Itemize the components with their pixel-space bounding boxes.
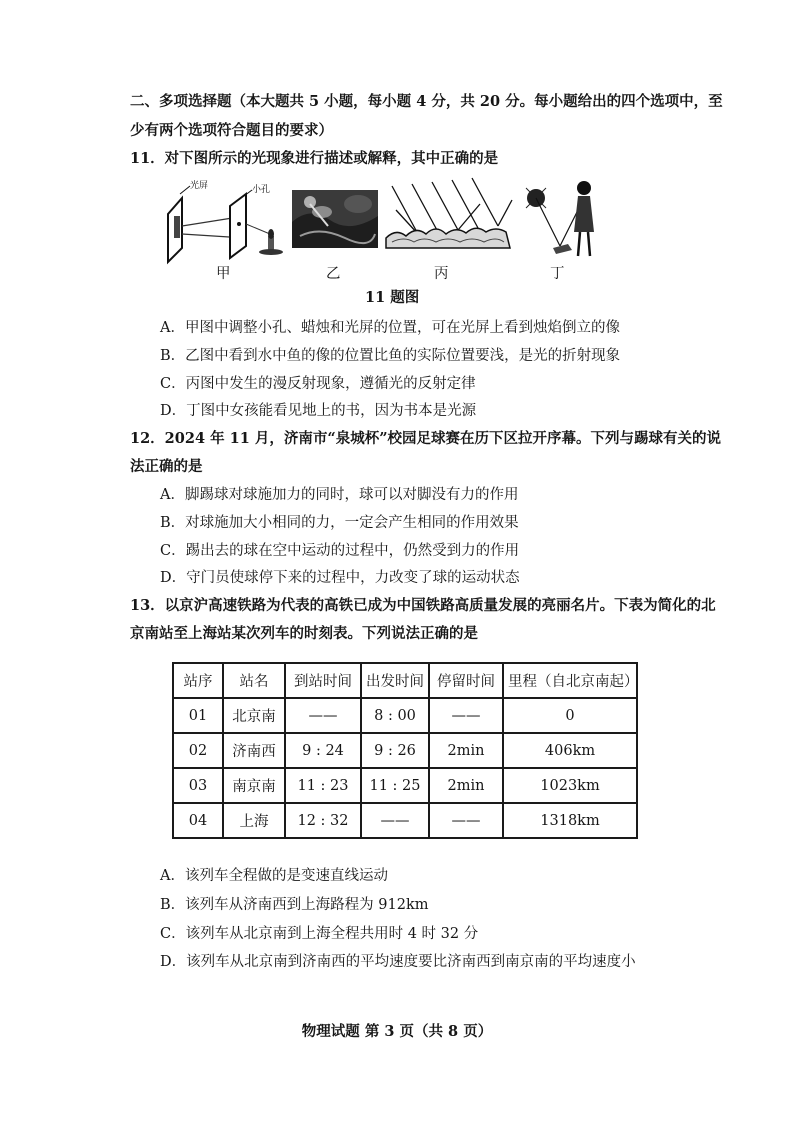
figure-label-yi: 乙 [326, 266, 341, 282]
label-light-screen: 光屏 [190, 181, 209, 191]
table-cell: —— [361, 803, 429, 838]
table-cell: 北京南 [223, 698, 285, 733]
question-13-option-d: D．该列车从北京南到济南西的平均速度要比济南西到南京南的平均速度小 [160, 954, 636, 970]
table-cell: 0 [503, 698, 637, 733]
table-header-row [173, 663, 637, 698]
question-12-option-b: B．对球施加大小相同的力，一定会产生相同的作用效果 [160, 515, 519, 531]
table-cell: —— [285, 698, 361, 733]
table-cell: 11 : 23 [285, 768, 361, 803]
question-13-option-c: C．该列车从北京南到上海全程共用时 4 时 32 分 [160, 926, 479, 942]
table-row [173, 733, 637, 768]
table-row [173, 698, 637, 733]
table-cell: —— [429, 698, 503, 733]
table-header-cell: 站序 [173, 663, 223, 698]
figure-label-jia: 甲 [216, 266, 231, 282]
table-cell: 03 [173, 768, 223, 803]
question-11-stem: 11．对下图所示的光现象进行描述或解释，其中正确的是 [130, 150, 499, 167]
question-12-option-d: D．守门员使球停下来的过程中，力改变了球的运动状态 [160, 570, 520, 586]
table-cell: 1318km [503, 803, 637, 838]
label-pinhole: 小孔 [252, 185, 271, 195]
table-cell: 01 [173, 698, 223, 733]
light-phenomena-illustration [160, 176, 620, 266]
table-header-cell: 里程（自北京南起） [503, 663, 637, 698]
fish-in-water-image [292, 190, 378, 248]
train-timetable [172, 662, 638, 839]
table-cell: 9 : 24 [285, 733, 361, 768]
table-cell: 406km [503, 733, 637, 768]
question-11-option-b: B．乙图中看到水中鱼的像的位置比鱼的实际位置要浅，是光的折射现象 [160, 348, 621, 364]
table-row [173, 768, 637, 803]
question-13-option-a: A．该列车全程做的是变速直线运动 [160, 868, 388, 884]
question-11-option-c: C．丙图中发生的漫反射现象，遵循光的反射定律 [160, 376, 476, 392]
table-cell: 2min [429, 733, 503, 768]
table-header-cell: 出发时间 [361, 663, 429, 698]
table-cell: 济南西 [223, 733, 285, 768]
figure-label-bing: 丙 [434, 266, 449, 282]
table-header-cell: 站名 [223, 663, 285, 698]
page-footer: 物理试题 第 3 页（共 8 页） [301, 1023, 493, 1040]
diffuse-reflection-diagram [386, 178, 512, 248]
pinhole-camera-diagram [168, 179, 283, 262]
table-cell: 9 : 26 [361, 733, 429, 768]
question-12-stem-line1: 12．2024 年 11 月，济南市“泉城杯”校园足球赛在历下区拉开序幕。下列与踢球有关的说 [130, 430, 722, 447]
question-13-stem-line1: 13．以京沪高速铁路为代表的高铁已成为中国铁路高质量发展的亮丽名片。下表为简化的北 [130, 597, 716, 614]
question-11-option-a: A．甲图中调整小孔、蜡烛和光屏的位置，可在光屏上看到烛焰倒立的像 [160, 320, 620, 336]
table-cell: 1023km [503, 768, 637, 803]
table-cell: 8 : 00 [361, 698, 429, 733]
question-12-option-a: A．脚踢球对球施加力的同时，球可以对脚没有力的作用 [160, 487, 519, 503]
table-cell: 南京南 [223, 768, 285, 803]
table-cell: 02 [173, 733, 223, 768]
section-heading-line1: 二、多项选择题（本大题共 5 小题，每小题 4 分，共 20 分。每小题给出的四个选项中，至 [130, 93, 723, 110]
figure-label-ding: 丁 [550, 266, 565, 282]
table-cell: 上海 [223, 803, 285, 838]
girl-and-book-illustration [526, 181, 594, 256]
section-heading-line2: 少有两个选项符合题目的要求） [130, 122, 333, 139]
question-13-option-b: B．该列车从济南西到上海路程为 912km [160, 897, 429, 913]
table-header-cell: 到站时间 [285, 663, 361, 698]
question-12-stem-line2: 法正确的是 [130, 458, 203, 475]
question-12-option-c: C．踢出去的球在空中运动的过程中，仍然受到力的作用 [160, 543, 520, 559]
table-cell: 2min [429, 768, 503, 803]
table-row [173, 803, 637, 838]
question-13-stem-line2: 京南站至上海站某次列车的时刻表。下列说法正确的是 [130, 625, 478, 642]
table-header-cell: 停留时间 [429, 663, 503, 698]
figure-caption: 11 题图 [365, 289, 420, 306]
table-cell: 11 : 25 [361, 768, 429, 803]
table-cell: 12 : 32 [285, 803, 361, 838]
question-11-option-d: D．丁图中女孩能看见地上的书，因为书本是光源 [160, 403, 477, 419]
table-cell: —— [429, 803, 503, 838]
table-cell: 04 [173, 803, 223, 838]
